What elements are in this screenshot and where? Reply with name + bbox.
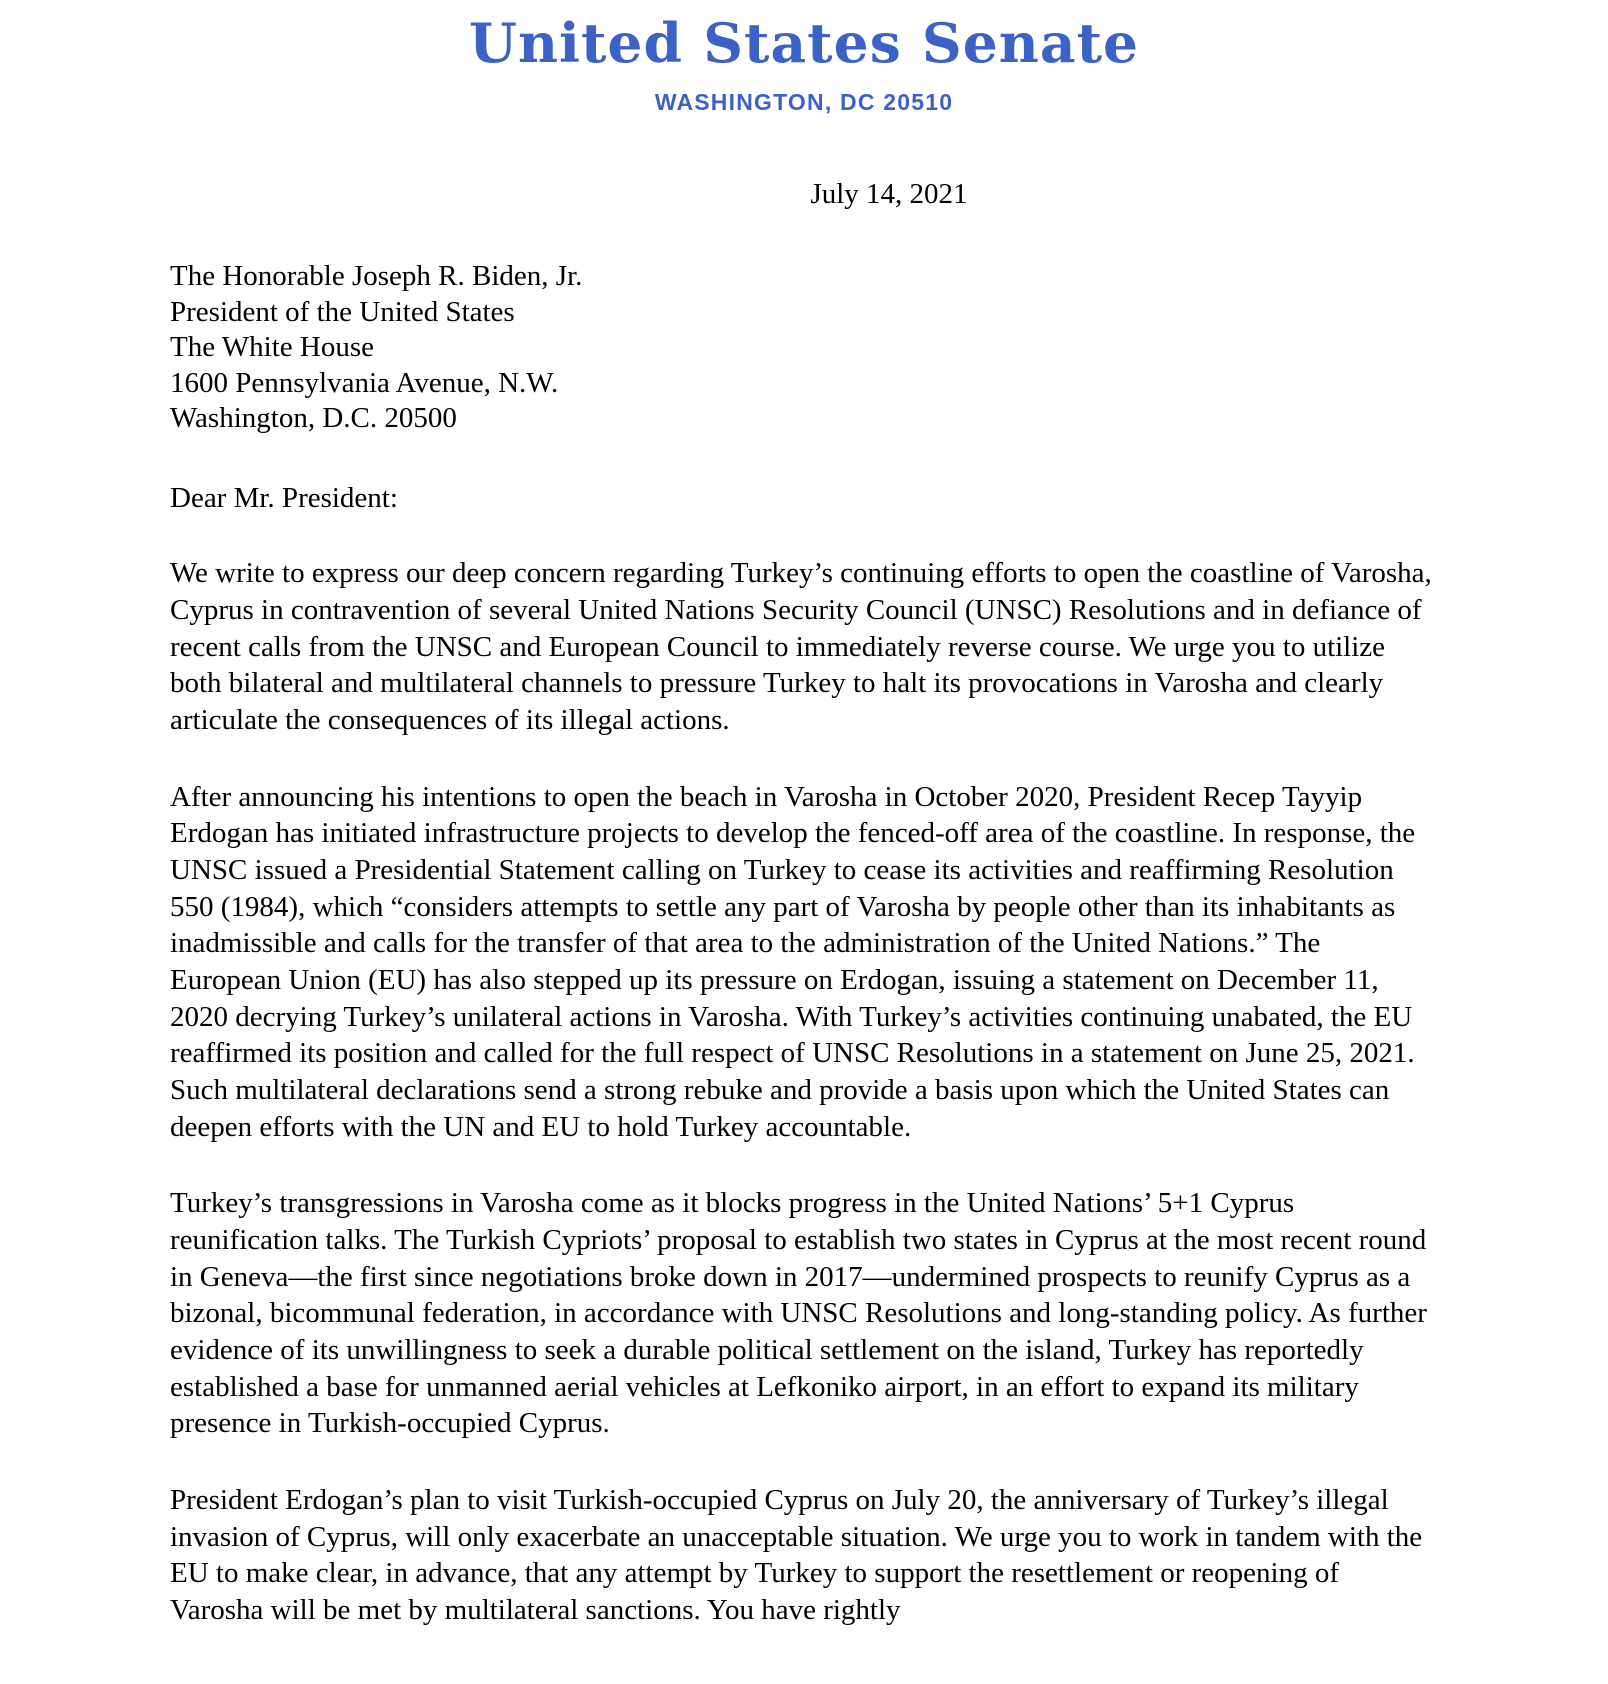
paragraph: President Erdogan’s plan to visit Turkish-occupied Cyprus on July 20, the anniversary of Turkey’s illegal invasion of Cyprus, will only exacerbate an unacceptable situation. We urge you to work in tandem with the EU to make clear, in advance, that any attempt by Turkey to support the resettlement or reopening of Varosha will be met by multilateral sanctions. You have rightly (170, 1484, 1423, 1627)
address-line: 1600 Pennsylvania Avenue, N.W. (170, 366, 559, 399)
recipient-address (170, 259, 1438, 436)
letterhead (0, 0, 1608, 116)
address-line: The White House (170, 331, 375, 364)
senate-title: United States Senate (468, 11, 1140, 75)
paragraph: Turkey’s transgressions in Varosha come as it blocks progress in the United Nations’ 5+1 Cyprus reunification talks. The Turkish Cypriots’ proposal to establish two states in Cyprus at the most recent round in Geneva—the first since negotiations broke down in 2017—undermined prospects to reunify Cyprus as a bizonal, bicommunal federation, in accordance with UNSC Resolutions and long-standing policy. As further evidence of its unwillingness to seek a durable political settlement on the island, Turkey has reportedly established a base for unmanned aerial vehicles at Lefkoniko airport, in an effort to expand its military presence in Turkish-occupied Cyprus. (170, 1187, 1427, 1440)
address-line: The Honorable Joseph R. Biden, Jr. (170, 260, 583, 293)
address-line: Washington, D.C. 20500 (170, 401, 457, 434)
letter-date: July 14, 2021 (810, 178, 968, 211)
paragraph: After announcing his intentions to open the beach in Varosha in October 2020, President Recep Tayyip Erdogan has initiated infrastructure projects to develop the fenced-off area of the coastline. In response, the UNSC issued a Presidential Statement calling on Turkey to cease its activities and reaffirming Resolution 550 (1984), which “considers attempts to settle any part of Varosha by people other than its inhabitants as inadmissible and calls for the transfer of that area to the administration of the United Nations.” The European Union (EU) has also stepped up its pressure on Erdogan, issuing a statement on December 11, 2020 decrying Turkey’s unilateral actions in Varosha. With Turkey’s activities continuing unabated, the EU reaffirmed its position and called for the full respect of UNSC Resolutions in a statement on June 25, 2021. Such multilateral declarations send a strong rebuke and provide a basis upon which the United States can deepen efforts with the UN and EU to hold Turkey accountable. (170, 780, 1416, 1143)
senate-subtitle: WASHINGTON, DC 20510 (654, 89, 954, 116)
salutation: Dear Mr. President: (170, 482, 398, 515)
paragraph: We write to express our deep concern regarding Turkey’s continuing efforts to open the coastline of Varosha, Cyprus in contravention of several United Nations Security Council (UNSC) Resolutions and in defiance of recent calls from the UNSC and European Council to immediately reverse course. We urge you to utilize both bilateral and multilateral channels to pressure Turkey to halt its provocations in Varosha and clearly articulate the consequences of its illegal actions. (170, 557, 1432, 736)
letter-body (0, 259, 1608, 1628)
address-line: President of the United States (170, 295, 515, 328)
